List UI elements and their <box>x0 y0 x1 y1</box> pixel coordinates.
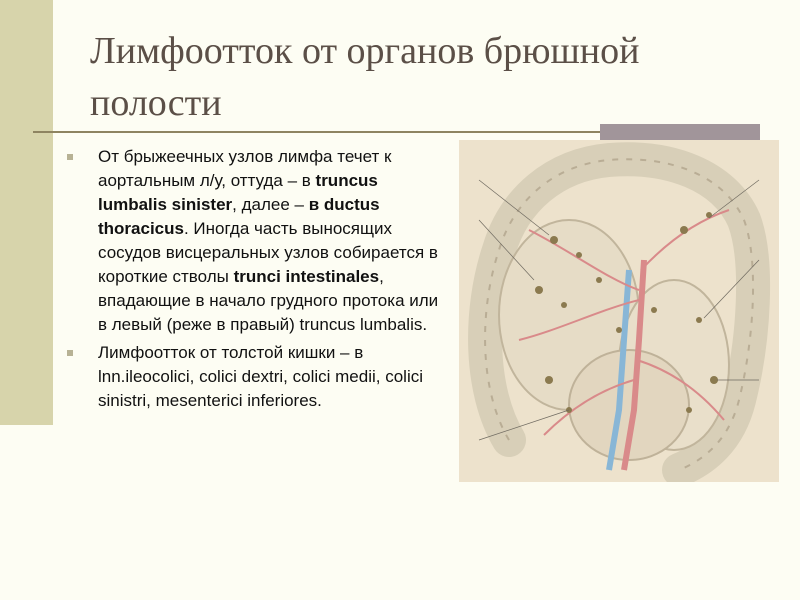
title-divider-accent <box>600 124 760 140</box>
bullet-segment-bold: в ductus thoracicus <box>98 195 380 238</box>
anatomy-illustration <box>459 140 779 482</box>
bullet-list <box>67 145 442 413</box>
bullet-segment: От брыжеечных узлов лимфа течет к аортальным л/у, оттуда – в <box>98 147 392 190</box>
bullet-item <box>67 341 442 413</box>
slide-title: Лимфоотток от органов брюшной полости <box>90 30 640 124</box>
bullet-item <box>67 145 442 337</box>
bullet-segment: Лимфоотток от толстой кишки – в lnn.ileocolici, colici dextri, colici medii, colici sinistri, mesenterici inferiores. <box>98 343 423 410</box>
bullet-marker <box>67 350 73 356</box>
bullet-segment-bold: trunci intestinales <box>233 267 380 286</box>
bullet-segment: , впадающие в начало грудного протока или в левый (реже в правый) truncus lumbalis. <box>98 267 439 334</box>
left-accent-band <box>0 0 53 425</box>
bullet-segment: , далее – <box>232 195 309 214</box>
bullet-marker <box>67 154 73 160</box>
bullet-segment: . Иногда часть выносящих сосудов висцеральных узлов собирается в короткие стволы <box>98 219 438 286</box>
bullet-segment-bold: truncus lumbalis sinister <box>98 171 378 214</box>
